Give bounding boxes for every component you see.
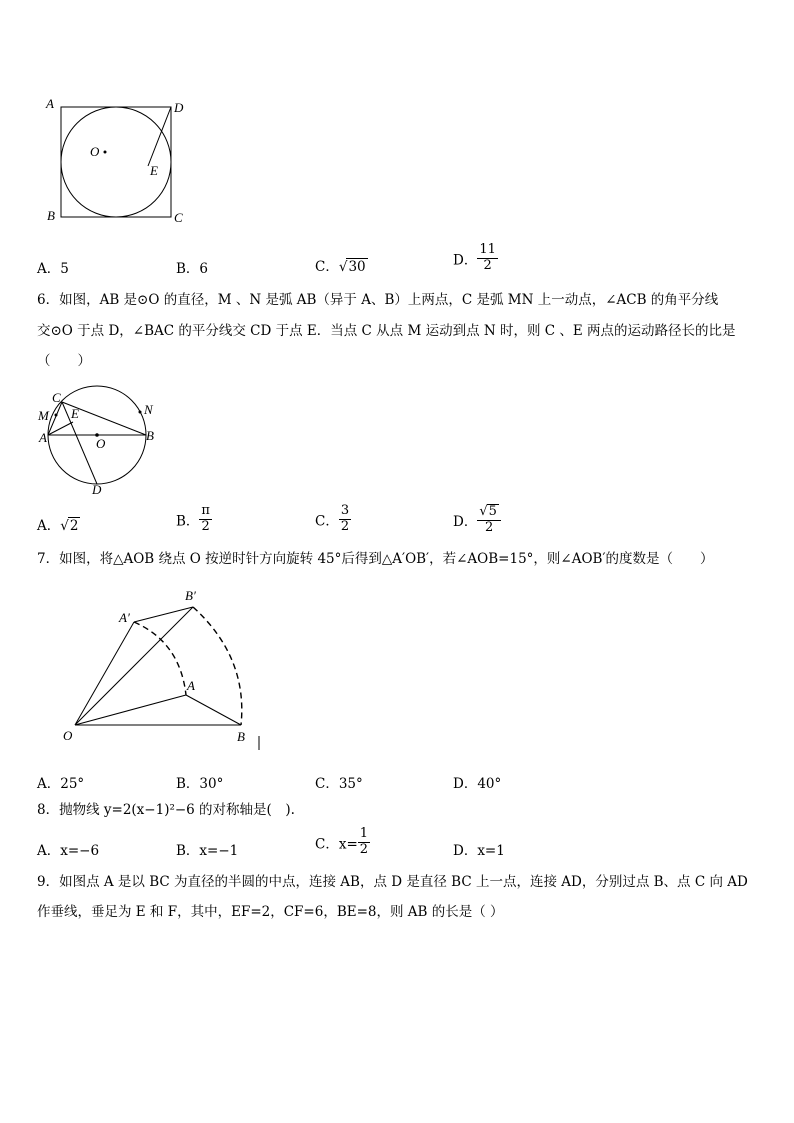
q5-line-de	[148, 107, 171, 166]
q5-square	[61, 107, 171, 217]
q8-option-c: C．x= $\frac{1}{2}$	[315, 826, 369, 857]
q7-label-o: O	[63, 728, 73, 743]
q5-option-b: B．6	[176, 261, 209, 277]
q7-seg-ab	[186, 695, 241, 725]
q6-chord-cd	[62, 402, 97, 484]
q5-option-a: A．5	[37, 261, 69, 277]
q9-stem-line2: 作垂线，垂足为 E 和 F，其中，EF=2，CF=6，BE=8，则 AB 的长是（ ）	[37, 904, 504, 920]
q6-point-m	[55, 414, 58, 417]
q7-label-b: B	[237, 729, 245, 744]
q6-point-n	[139, 411, 142, 414]
q7-seg-oa	[75, 695, 186, 725]
q7-figure	[55, 582, 275, 752]
q6-figure	[30, 382, 165, 497]
q6-label-b: B	[146, 428, 154, 443]
q7-seg-ob-prime	[75, 607, 193, 725]
q6-chord-ca	[48, 402, 62, 435]
q7-seg-oa-prime	[75, 622, 134, 725]
q8-stem: 8．抛物线 y=2(x−1)²−6 的对称轴是( ).	[37, 802, 295, 818]
q7-arc-b	[193, 607, 242, 725]
q6-label-o: O	[96, 436, 106, 451]
q5-label-e: E	[150, 163, 158, 178]
q5-label-o: O	[90, 144, 100, 159]
q6-label-e: E	[71, 406, 79, 421]
q6-option-d: D． $\frac{√5}{2}$	[453, 504, 501, 536]
q9-stem-line1: 9．如图点 A 是以 BC 为直径的半圆的中点，连接 AB，点 D 是直径 BC 上一点，连接 AD，分别过点 B、点 C 向 AD	[37, 874, 748, 890]
q7-label-a: A	[187, 678, 195, 693]
q6-label-c: C	[52, 390, 61, 405]
q7-option-b: B．30°	[176, 776, 224, 792]
q5-label-c: C	[174, 210, 183, 225]
q6-label-m: M	[38, 408, 49, 423]
q8-option-d: D．x=1	[453, 843, 505, 859]
q6-option-a: A．√2	[37, 518, 79, 534]
q7-label-a-prime: A′	[119, 610, 130, 625]
q7-option-c: C．35°	[315, 776, 363, 792]
q5-center-dot	[104, 151, 107, 154]
q6-option-b: B． $\frac{\pi}{2}$	[176, 503, 210, 534]
q6-bisector-ae	[48, 422, 73, 435]
q7-stem: 7．如图，将△AOB 绕点 O 按逆时针方向旋转 45°后得到△A′OB′，若∠AOB=15°，则∠AOB′的度数是（ ）	[37, 551, 714, 567]
q7-seg-a-prime-b-prime	[134, 607, 193, 622]
q5-figure	[40, 96, 200, 231]
q6-stem-line3: （ ）	[37, 353, 91, 369]
q5-circle	[61, 107, 171, 217]
q8-option-b: B．x=−1	[176, 843, 239, 859]
q7-option-d: D．40°	[453, 776, 502, 792]
q5-label-a: A	[46, 96, 54, 111]
q5-label-b: B	[47, 208, 55, 223]
q6-stem-line1: 6．如图，AB 是⊙O 的直径，M 、N 是弧 AB（异于 A、B）上两点，C 是弧 MN 上一动点，∠ACB 的角平分线	[37, 292, 719, 308]
q5-option-c: C．√30	[315, 259, 366, 275]
q7-label-b-prime: B′	[185, 588, 196, 603]
q6-stem-line2: 交⊙O 于点 D，∠BAC 的平分线交 CD 于点 E．当点 C 从点 M 运动到点 N 时，则 C 、E 两点的运动路径长的比是	[37, 323, 736, 339]
q6-label-d: D	[92, 482, 102, 497]
q8-option-a: A．x=−6	[37, 843, 100, 859]
q6-option-c: C． $\frac{3}{2}$	[315, 503, 350, 534]
q7-option-a: A．25°	[37, 776, 85, 792]
q5-option-d: D． $\frac{11}{2}$	[453, 242, 496, 273]
q5-label-d: D	[174, 100, 184, 115]
q6-label-n: N	[144, 402, 153, 417]
q6-label-a: A	[39, 430, 47, 445]
